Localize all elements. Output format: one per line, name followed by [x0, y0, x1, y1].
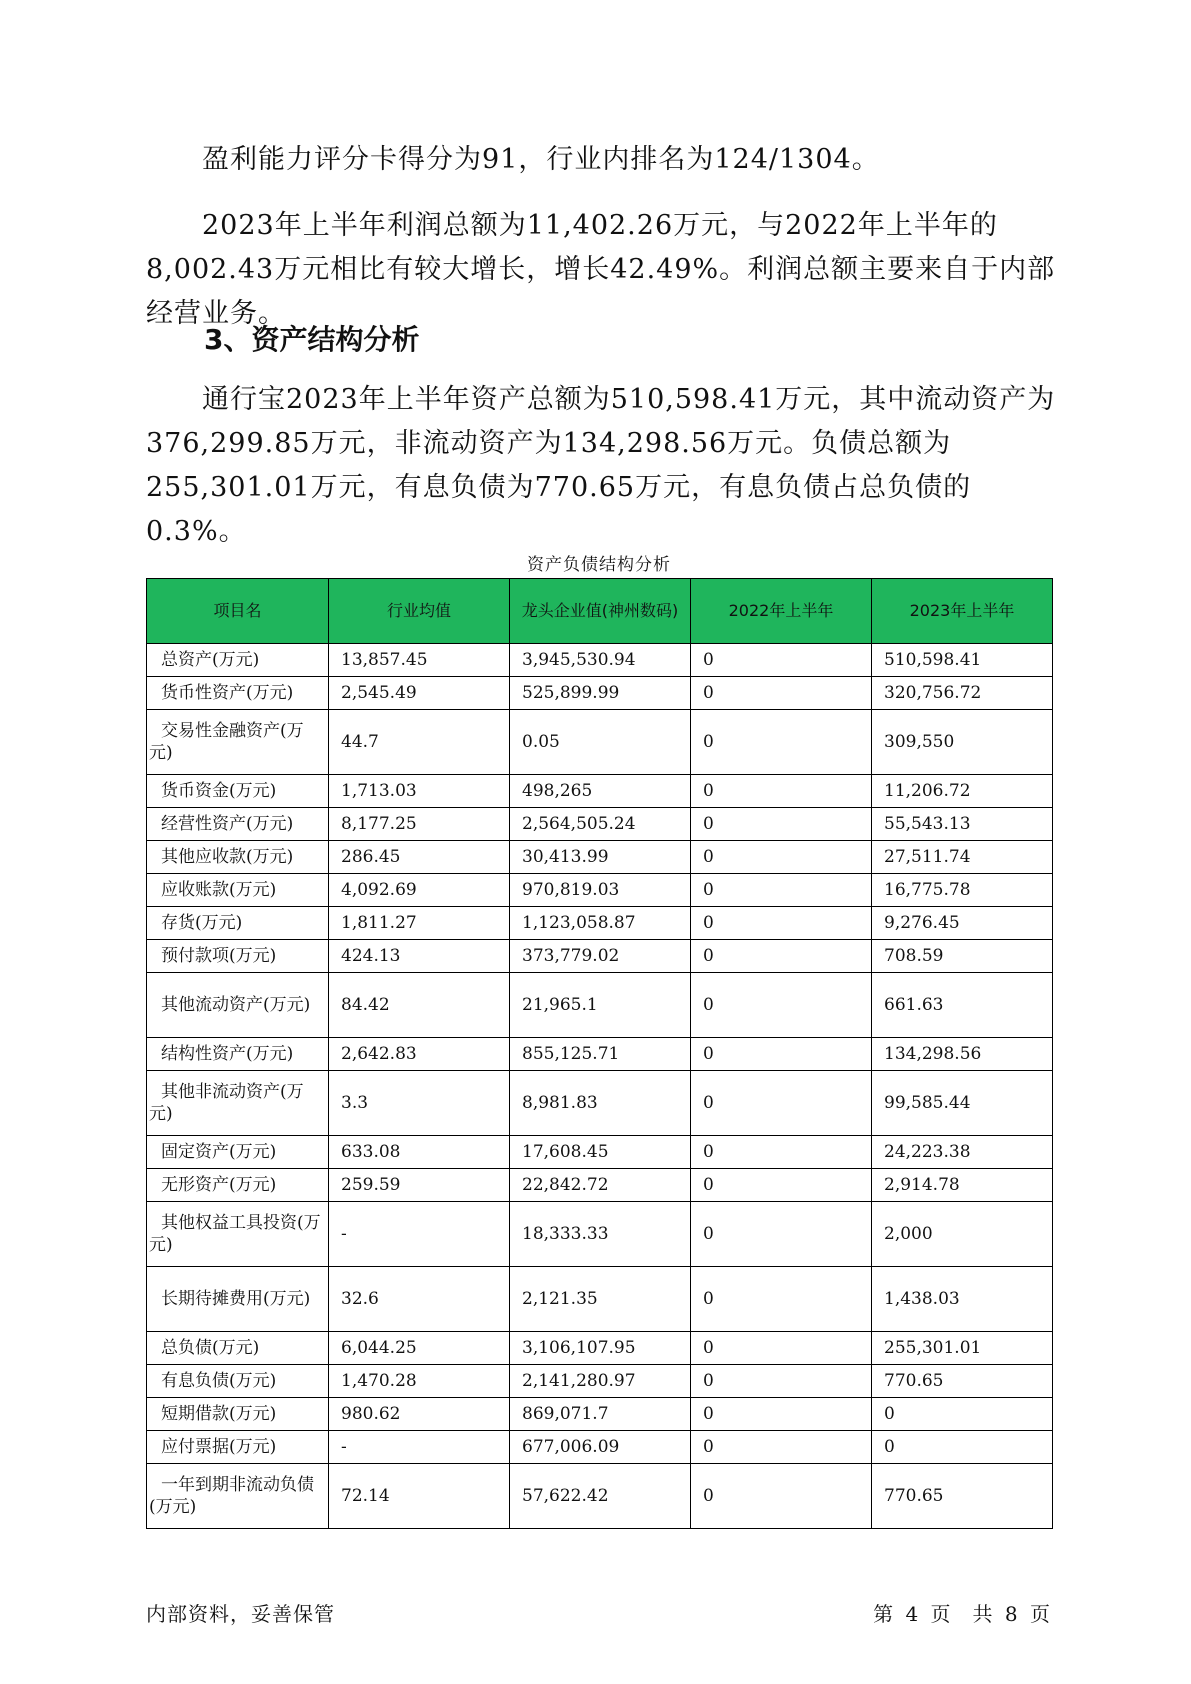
row-industry-average: 259.59	[329, 1169, 510, 1202]
row-leader-value: 3,945,530.94	[510, 644, 691, 677]
row-item-name: 货币性资产(万元)	[147, 677, 329, 710]
row-leader-value: 970,819.03	[510, 874, 691, 907]
row-2023-h1: 770.65	[872, 1365, 1053, 1398]
row-item-name: 其他非流动资产(万元)	[147, 1071, 329, 1136]
row-2022-h1: 0	[691, 1332, 872, 1365]
row-2023-h1: 255,301.01	[872, 1332, 1053, 1365]
row-item-name: 长期待摊费用(万元)	[147, 1267, 329, 1332]
table-row	[147, 1038, 1053, 1071]
paragraph-profitability-score: 盈利能力评分卡得分为91，行业内排名为124/1304。	[202, 144, 880, 175]
row-leader-value: 2,141,280.97	[510, 1365, 691, 1398]
row-2022-h1: 0	[691, 710, 872, 775]
table-row	[147, 940, 1053, 973]
row-industry-average: 4,092.69	[329, 874, 510, 907]
table-row	[147, 1365, 1053, 1398]
row-2022-h1: 0	[691, 1267, 872, 1332]
row-leader-value: 677,006.09	[510, 1431, 691, 1464]
row-2022-h1: 0	[691, 973, 872, 1038]
table-row	[147, 973, 1053, 1038]
row-item-name: 结构性资产(万元)	[147, 1038, 329, 1071]
row-industry-average: 32.6	[329, 1267, 510, 1332]
footer-page-number: 4	[905, 1602, 920, 1626]
section-heading: 3、资产结构分析	[204, 323, 420, 356]
table-row	[147, 1332, 1053, 1365]
row-leader-value: 21,965.1	[510, 973, 691, 1038]
row-industry-average: 84.42	[329, 973, 510, 1038]
row-leader-value: 869,071.7	[510, 1398, 691, 1431]
row-2022-h1: 0	[691, 874, 872, 907]
row-2023-h1: 134,298.56	[872, 1038, 1053, 1071]
row-2022-h1: 0	[691, 841, 872, 874]
table-caption: 资产负债结构分析	[527, 555, 671, 575]
row-item-name: 其他流动资产(万元)	[147, 973, 329, 1038]
column-header-2022-h1: 2022年上半年	[691, 579, 872, 644]
row-leader-value: 525,899.99	[510, 677, 691, 710]
row-leader-value: 2,121.35	[510, 1267, 691, 1332]
row-item-name: 短期借款(万元)	[147, 1398, 329, 1431]
row-item-name: 其他权益工具投资(万元)	[147, 1202, 329, 1267]
row-leader-value: 8,981.83	[510, 1071, 691, 1136]
row-2023-h1: 770.65	[872, 1464, 1053, 1529]
column-header-item-name: 项目名	[147, 579, 329, 644]
table-row	[147, 1071, 1053, 1136]
row-industry-average: 6,044.25	[329, 1332, 510, 1365]
row-2023-h1: 16,775.78	[872, 874, 1053, 907]
row-item-name: 交易性金融资产(万元)	[147, 710, 329, 775]
row-industry-average: -	[329, 1202, 510, 1267]
row-2022-h1: 0	[691, 1202, 872, 1267]
row-leader-value: 498,265	[510, 775, 691, 808]
row-2023-h1: 9,276.45	[872, 907, 1053, 940]
row-industry-average: -	[329, 1431, 510, 1464]
row-item-name: 无形资产(万元)	[147, 1169, 329, 1202]
row-industry-average: 8,177.25	[329, 808, 510, 841]
row-leader-value: 2,564,505.24	[510, 808, 691, 841]
row-2023-h1: 320,756.72	[872, 677, 1053, 710]
row-2022-h1: 0	[691, 808, 872, 841]
row-industry-average: 980.62	[329, 1398, 510, 1431]
table-row	[147, 710, 1053, 775]
row-2022-h1: 0	[691, 1169, 872, 1202]
row-2022-h1: 0	[691, 940, 872, 973]
row-2023-h1: 2,914.78	[872, 1169, 1053, 1202]
footer-page-mid: 页 共	[930, 1602, 994, 1626]
row-2023-h1: 510,598.41	[872, 644, 1053, 677]
row-2022-h1: 0	[691, 1071, 872, 1136]
row-industry-average: 3.3	[329, 1071, 510, 1136]
footer-page-suffix: 页	[1030, 1602, 1051, 1626]
row-item-name: 货币资金(万元)	[147, 775, 329, 808]
row-leader-value: 373,779.02	[510, 940, 691, 973]
row-industry-average: 286.45	[329, 841, 510, 874]
row-item-name: 存货(万元)	[147, 907, 329, 940]
row-2022-h1: 0	[691, 677, 872, 710]
table-row	[147, 775, 1053, 808]
row-2022-h1: 0	[691, 907, 872, 940]
row-leader-value: 1,123,058.87	[510, 907, 691, 940]
table-row	[147, 907, 1053, 940]
row-industry-average: 1,713.03	[329, 775, 510, 808]
footer-page-prefix: 第	[873, 1602, 895, 1626]
table-row	[147, 1169, 1053, 1202]
footer-confidential-note: 内部资料，妥善保管	[146, 1602, 335, 1626]
footer-page-total: 8	[1004, 1602, 1019, 1626]
row-item-name: 经营性资产(万元)	[147, 808, 329, 841]
row-industry-average: 44.7	[329, 710, 510, 775]
table-row	[147, 1464, 1053, 1529]
row-industry-average: 1,470.28	[329, 1365, 510, 1398]
row-item-name: 一年到期非流动负债(万元)	[147, 1464, 329, 1529]
table-row	[147, 1431, 1053, 1464]
row-item-name: 应收账款(万元)	[147, 874, 329, 907]
row-item-name: 总负债(万元)	[147, 1332, 329, 1365]
row-2022-h1: 0	[691, 644, 872, 677]
paragraph-asset-structure: 通行宝2023年上半年资产总额为510,598.41万元，其中流动资产为376,299.85万元，非流动资产为134,298.56万元。负债总额为255,301.01万元，有息负债为770.65万元，有息负债占总负债的0.3%。	[146, 384, 1056, 547]
row-2023-h1: 2,000	[872, 1202, 1053, 1267]
table-row	[147, 874, 1053, 907]
row-industry-average: 13,857.45	[329, 644, 510, 677]
footer-page-indicator	[871, 1598, 1053, 1627]
table-row	[147, 841, 1053, 874]
row-2023-h1: 0	[872, 1398, 1053, 1431]
table-row	[147, 677, 1053, 710]
row-leader-value: 18,333.33	[510, 1202, 691, 1267]
paragraph-profit-total: 2023年上半年利润总额为11,402.26万元，与2022年上半年的8,002.43万元相比有较大增长，增长42.49%。利润总额主要来自于内部经营业务。	[146, 210, 1056, 329]
row-industry-average: 633.08	[329, 1136, 510, 1169]
row-2023-h1: 661.63	[872, 973, 1053, 1038]
balance-structure-table	[146, 578, 1053, 1529]
row-industry-average: 2,545.49	[329, 677, 510, 710]
row-2022-h1: 0	[691, 1431, 872, 1464]
row-2023-h1: 99,585.44	[872, 1071, 1053, 1136]
row-2023-h1: 309,550	[872, 710, 1053, 775]
row-item-name: 总资产(万元)	[147, 644, 329, 677]
row-industry-average: 2,642.83	[329, 1038, 510, 1071]
row-2023-h1: 0	[872, 1431, 1053, 1464]
table-row	[147, 808, 1053, 841]
row-2022-h1: 0	[691, 1365, 872, 1398]
row-2023-h1: 55,543.13	[872, 808, 1053, 841]
row-2023-h1: 708.59	[872, 940, 1053, 973]
row-2022-h1: 0	[691, 1464, 872, 1529]
row-2022-h1: 0	[691, 1398, 872, 1431]
row-industry-average: 72.14	[329, 1464, 510, 1529]
row-item-name: 其他应收款(万元)	[147, 841, 329, 874]
column-header-2023-h1: 2023年上半年	[872, 579, 1053, 644]
row-2023-h1: 24,223.38	[872, 1136, 1053, 1169]
row-leader-value: 57,622.42	[510, 1464, 691, 1529]
table-row	[147, 1398, 1053, 1431]
row-item-name: 有息负债(万元)	[147, 1365, 329, 1398]
row-leader-value: 3,106,107.95	[510, 1332, 691, 1365]
table-header-row	[147, 579, 1053, 644]
column-header-industry-average: 行业均值	[329, 579, 510, 644]
row-leader-value: 0.05	[510, 710, 691, 775]
row-2023-h1: 27,511.74	[872, 841, 1053, 874]
column-header-leader-value: 龙头企业值(神州数码)	[510, 579, 691, 644]
table-row	[147, 1136, 1053, 1169]
row-leader-value: 30,413.99	[510, 841, 691, 874]
table-row	[147, 644, 1053, 677]
row-item-name: 应付票据(万元)	[147, 1431, 329, 1464]
row-leader-value: 17,608.45	[510, 1136, 691, 1169]
table-row	[147, 1267, 1053, 1332]
row-leader-value: 855,125.71	[510, 1038, 691, 1071]
row-industry-average: 424.13	[329, 940, 510, 973]
row-2022-h1: 0	[691, 1136, 872, 1169]
row-2022-h1: 0	[691, 1038, 872, 1071]
row-2022-h1: 0	[691, 775, 872, 808]
row-item-name: 预付款项(万元)	[147, 940, 329, 973]
row-leader-value: 22,842.72	[510, 1169, 691, 1202]
row-item-name: 固定资产(万元)	[147, 1136, 329, 1169]
table-row	[147, 1202, 1053, 1267]
row-industry-average: 1,811.27	[329, 907, 510, 940]
table-body	[147, 644, 1053, 1529]
row-2023-h1: 1,438.03	[872, 1267, 1053, 1332]
row-2023-h1: 11,206.72	[872, 775, 1053, 808]
